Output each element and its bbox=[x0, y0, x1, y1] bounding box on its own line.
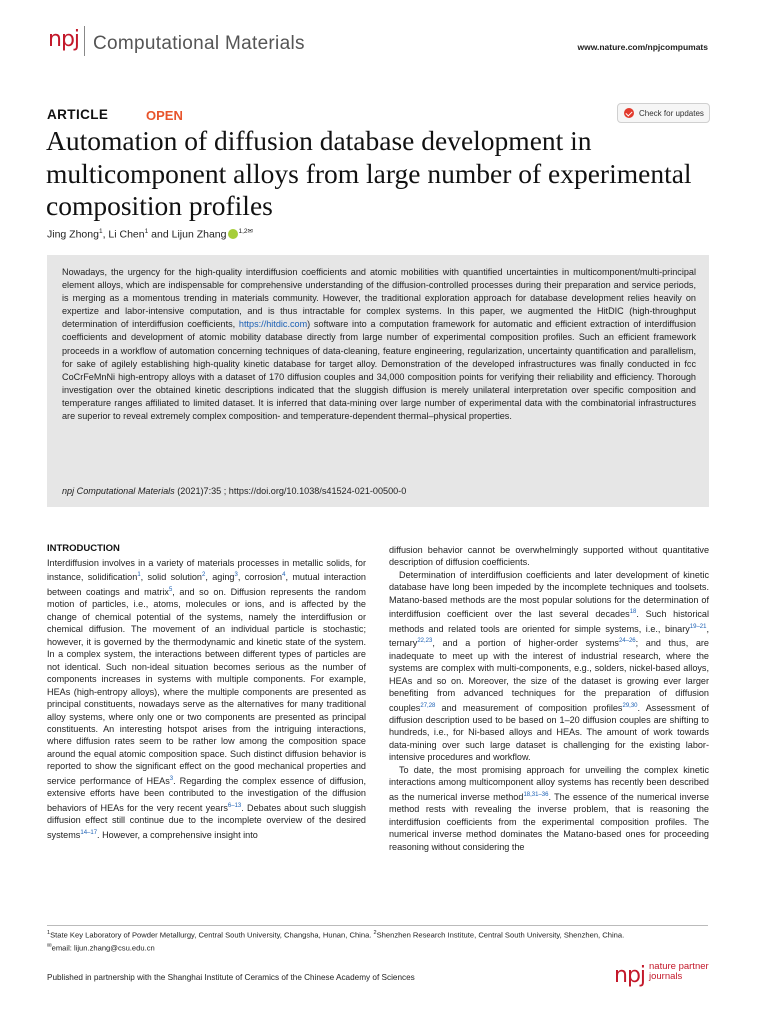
nature-partner-journals-label bbox=[649, 962, 709, 982]
article-type-label: ARTICLE bbox=[47, 107, 109, 122]
reference-link[interactable]: 14–17 bbox=[80, 829, 98, 836]
npj-logo: npj bbox=[48, 27, 80, 52]
citation-line bbox=[62, 486, 406, 496]
affiliation-sup: 1 bbox=[98, 228, 103, 235]
journal-name: Computational Materials bbox=[93, 33, 305, 54]
footnote-sup: 2 bbox=[373, 930, 377, 936]
reference-link[interactable]: 3 bbox=[169, 775, 174, 782]
footnote-sup: 1 bbox=[47, 930, 51, 936]
publisher-note: Published in partnership with the Shanghai Institute of Ceramics of the Chinese Academy of Sciences bbox=[47, 973, 415, 982]
text: . Such historical methods and related tools are oriented for simple systems, i.e., binary bbox=[389, 609, 709, 634]
paragraph bbox=[389, 764, 709, 853]
citation-journal: npj Computational Materials bbox=[62, 486, 175, 496]
text: . Assessment of diffusion description used to be based on 1–20 diffusion couples are shifting to hundreds, i.e., for Ni-based alloys and HEAs. The amount of work towards data-mining over such large dataset is challenging for the existing labor-intensive procedures and workflow. bbox=[389, 702, 709, 763]
body-column-right bbox=[389, 544, 709, 853]
affiliation-sup: 1,2✉ bbox=[238, 228, 253, 235]
reference-link[interactable]: 3 bbox=[234, 572, 238, 579]
affiliation-sup: 1 bbox=[144, 228, 149, 235]
text: , solid solution bbox=[140, 572, 202, 583]
affiliations-footnote bbox=[47, 928, 708, 953]
paragraph bbox=[389, 569, 709, 764]
logo-divider bbox=[84, 26, 85, 56]
text: ; and thus, are inadequate to meet up with the interest of industrial research, where the systems are complex with multi-components, e.g., solders, nickel-based alloys, HEAs and so on. Moreover, the size of the dataset is growing ever larger benefiting from advanced techniques for the preparation of diffusion couples bbox=[389, 638, 709, 713]
section-heading: INTRODUCTION bbox=[47, 543, 120, 554]
label-line: journals bbox=[649, 971, 683, 982]
email-icon: ✉ bbox=[47, 942, 52, 949]
text: , ternary bbox=[389, 623, 709, 649]
author-separator: , bbox=[102, 228, 109, 241]
reference-link[interactable]: 27,28 bbox=[420, 702, 436, 709]
author-list bbox=[47, 227, 253, 241]
text: . However, a comprehensive insight into bbox=[97, 829, 258, 840]
reference-link[interactable]: 24–26 bbox=[618, 638, 636, 645]
journal-url[interactable]: www.nature.com/npjcompumats bbox=[577, 42, 708, 52]
open-access-label: OPEN bbox=[146, 108, 183, 123]
text: . Debates about such sluggish diffusion effect still continue due to the incomplete overview of the desired systems bbox=[47, 802, 366, 840]
reference-link[interactable]: 29,30 bbox=[622, 702, 638, 709]
citation-doi[interactable]: (2021)7:35 ; https://doi.org/10.1038/s41524-021-00500-0 bbox=[174, 486, 407, 496]
check-updates-button[interactable] bbox=[617, 103, 710, 123]
text: , and a portion of higher-order systems bbox=[432, 638, 619, 649]
email-link[interactable]: email: lijun.zhang@csu.edu.cn bbox=[51, 943, 155, 953]
author-name[interactable]: Jing Zhong bbox=[47, 228, 99, 241]
reference-link[interactable]: 2 bbox=[201, 572, 206, 579]
reference-link[interactable]: 1 bbox=[137, 572, 141, 579]
orcid-icon[interactable] bbox=[228, 229, 238, 239]
text: , corrosion bbox=[237, 572, 283, 583]
check-updates-icon bbox=[624, 108, 634, 118]
text: , and so on. Diffusion represents the random motion of particles, i.e., atoms, molecules or ions, and is affected by the change of chemical potential of the systems, namely the interdiffusion or chemical diffusion. The movement of an individual particle is stochastic; however, it is governed by the thermodynamic and kinetic state of the system. In a complex system, the interactions between different types of particles are not identical. Such non-ideal situation becomes serious as the number of components increases in systems with multiple components. For example, HEAs (high-entropy alloys), where the multiple components are presented as principal constituents, nowadays serve as the alternatives for many traditional alloy systems, where only one or two components are presented as principal constituents. An interesting hotspot arises from the intriguing interactions, where diffusion rates seem to be rather low among the composition space around the equal atomic composition space. Such distinct diffusion behavior is reported to show the significant effect on the good mechanical properties and service performance of HEAs bbox=[47, 586, 366, 786]
text: , mutual interaction between coatings and matrix bbox=[47, 572, 366, 597]
paragraph: diffusion behavior cannot be overwhelmingly supported without quantitative description of diffusion coefficients. bbox=[389, 545, 709, 568]
reference-link[interactable]: 6–13 bbox=[227, 802, 242, 809]
text: . Regarding the complex essence of diffusion, extensive efforts have been contributed to the investigation of the diffusion behaviors of HEAs for the very recent years bbox=[47, 775, 366, 813]
author-name[interactable]: Li Chen bbox=[108, 228, 145, 241]
text: , aging bbox=[205, 572, 235, 583]
text: Determination of interdiffusion coefficients and later development of kinetic database have long been impeded by the incomplete techniques and toolsets. Matano-based methods are the most popular solutions for the determination of interdiffusion coefficient over the last several decades bbox=[389, 569, 709, 620]
body-column-left bbox=[47, 557, 366, 841]
text: Interdiffusion involves in a variety of materials processes in metallic solids, for instance, solidification bbox=[47, 558, 366, 583]
label-line: nature partner bbox=[649, 961, 709, 972]
abstract-part: Nowadays, the urgency for the high-quality interdiffusion coefficients and atomic mobilities with quantified uncertainties in multicomponent/multi-principal element alloys, which are indispensable for comprehensive understanding of the diffusion-controlled processes during their preparation and service periods, is merging as a momentous trending in materials community. However, the traditional exploration approach for database development relies heavily on expertize and labor-intensive computation, and is thus intractable for complex systems. In this paper, we augmented the HitDIC (high-throughput determination of interdiffusion coefficients, bbox=[62, 267, 696, 330]
text: To date, the most promising approach for unveiling the complex kinetic interactions among multicomponent alloy systems has recently been described as the numerical inverse method bbox=[389, 764, 709, 802]
footnote-divider bbox=[47, 925, 708, 926]
article-title: Automation of diffusion database development in multicomponent alloys from large number of experimental composition profiles bbox=[46, 125, 692, 221]
author-name[interactable]: Lijun Zhang bbox=[171, 228, 227, 241]
reference-link[interactable]: 18 bbox=[629, 609, 637, 616]
affiliation-text: State Key Laboratory of Powder Metallurgy, Central South University, Changsha, Hunan, China. bbox=[50, 930, 374, 940]
reference-link[interactable]: 19–21 bbox=[689, 623, 707, 630]
abstract-text bbox=[62, 266, 696, 423]
affiliation-text: Shenzhen Research Institute, Central South University, Shenzhen, China. bbox=[376, 930, 625, 940]
reference-link[interactable]: 4 bbox=[282, 572, 286, 579]
hitdic-link[interactable]: https://hitdic.com bbox=[238, 319, 308, 330]
paragraph bbox=[47, 557, 366, 841]
reference-link[interactable]: 5 bbox=[168, 586, 173, 593]
text: and measurement of composition profiles bbox=[435, 702, 623, 713]
abstract-part: ) software into a computation framework for automatic and efficient extraction of interdiffusion coefficients and development of atomic mobility database directly from large number of experimental composition profiles. Such an efficient framework proceeds in a workflow of automation concerning techniques of data-cleaning, feature engineering, regularization, uncertainty quantification and parallelism, for sake of agilely establishing high-quality kinetic database for target alloy. Demonstration of the developed infrastructures was finally conducted in fcc CoCrFeMnNi high-entropy alloys with a dataset of 170 diffusion couples and 34,000 composition points for verifying their reliability and efficiency. Thorough investigation over the obtained kinetic descriptions indicated that the sluggish diffusion is merely unilateral interpretation over specific composition and temperature ranges affiliated to limited dataset. It is inferred that data-mining over large number of experimental data with the combinatorial infrastructures are superior to reveal extremely complex composition- and temperature-dependent thermal–physical properties. bbox=[62, 319, 696, 422]
author-separator: and bbox=[148, 228, 172, 241]
reference-link[interactable]: 18,31–36 bbox=[523, 791, 549, 798]
text: . The essence of the numerical inverse method rests with revealing the inverse problem, that is reasoning the interdiffusion coefficients from the experimental composition profiles. The numerical inverse method dominates the Matano-based ones for proceeding reasoning without considering the bbox=[389, 791, 710, 852]
check-updates-label: Check for updates bbox=[639, 108, 704, 118]
reference-link[interactable]: 22,23 bbox=[417, 638, 433, 645]
npj-footer-logo: npj bbox=[614, 963, 646, 988]
